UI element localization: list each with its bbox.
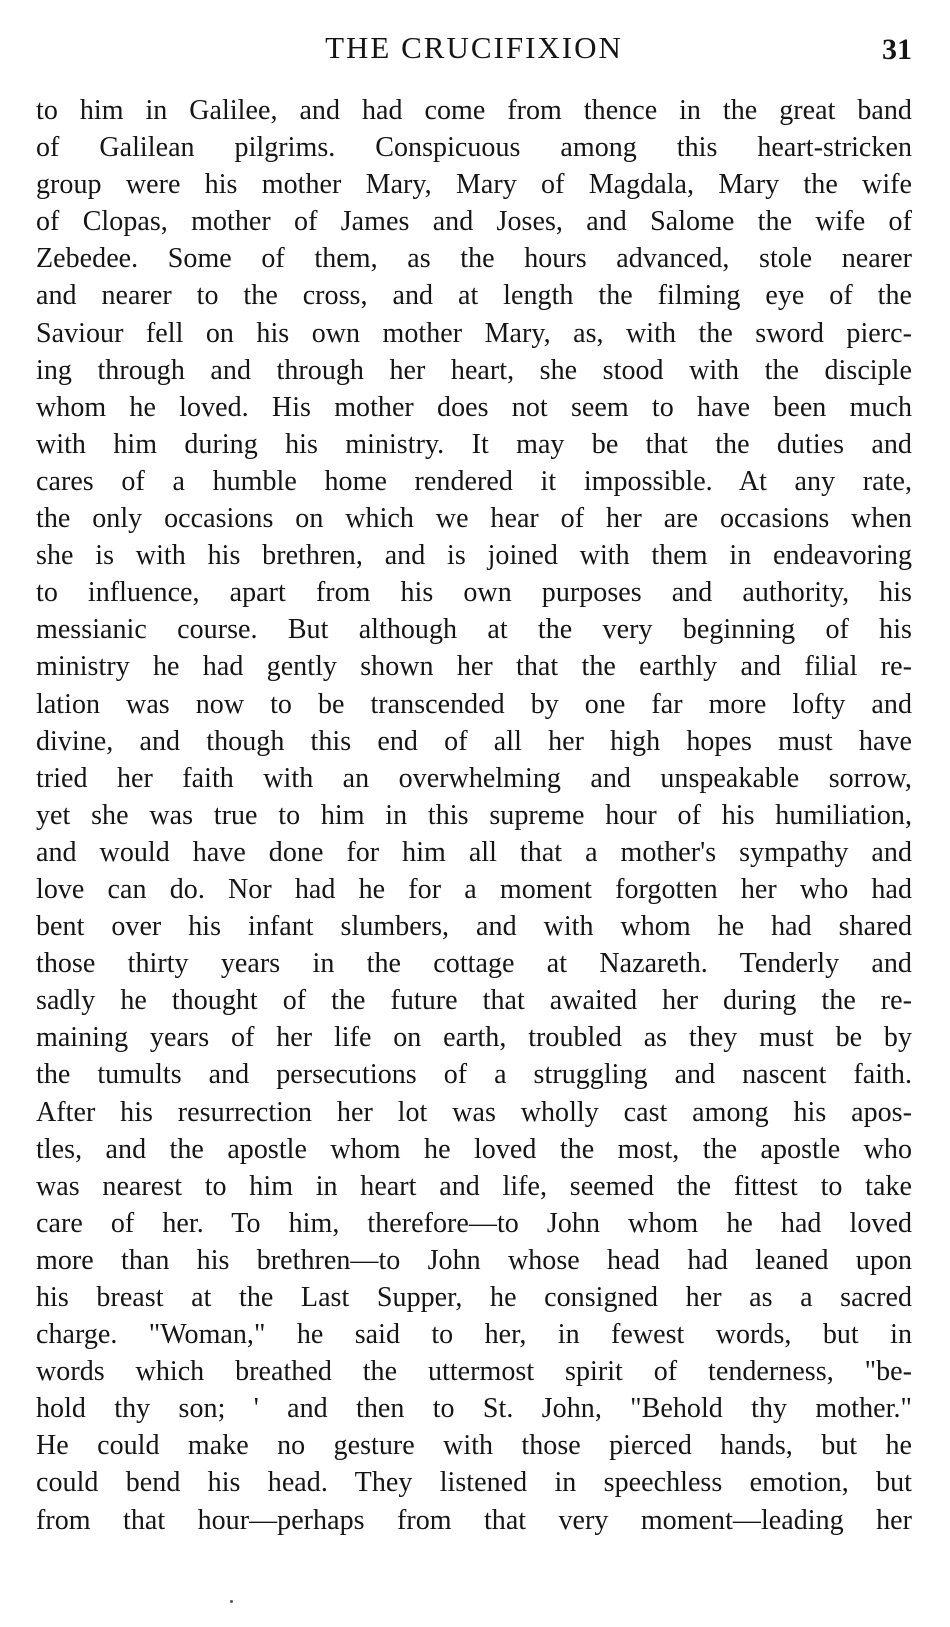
running-head <box>36 28 912 72</box>
text-line: lation was now to be transcended by one far more lofty and <box>36 688 912 720</box>
text-line: whom he loved. His mother does not seem to have been much <box>36 391 912 423</box>
text-line: his breast at the Last Supper, he consigned her as a sacred <box>36 1282 912 1313</box>
text-line: with him during his ministry. It may be that the duties and <box>36 428 912 460</box>
text-line: tles, and the apostle whom he loved the most, the apostle who <box>36 1133 912 1165</box>
text-line: of Clopas, mother of James and Joses, and Salome the wife of <box>36 206 912 238</box>
text-line: words which breathed the uttermost spirit of tenderness, "be- <box>36 1356 912 1388</box>
text-line: maining years of her life on earth, troubled as they must be by <box>36 1022 912 1054</box>
text-line: charge. "Woman," he said to her, in fewest words, but in <box>36 1319 912 1351</box>
chapter-title: THE CRUCIFIXION <box>325 30 623 65</box>
text-line: bent over his infant slumbers, and with whom he had shared <box>36 911 912 943</box>
text-line: He could make no gesture with those pierced hands, but he <box>36 1430 912 1462</box>
text-line: she is with his brethren, and is joined with them in endeavoring <box>36 540 912 572</box>
text-line: of Galilean pilgrims. Conspicuous among this heart-stricken <box>36 132 912 164</box>
text-line: the only occasions on which we hear of her are occasions when <box>36 503 912 535</box>
text-line: from that hour—perhaps from that very moment—leading her <box>36 1504 912 1536</box>
text-line: those thirty years in the cottage at Nazareth. Tenderly and <box>36 948 912 980</box>
text-line: to influence, apart from his own purposes and authority, his <box>36 577 912 609</box>
text-line: ing through and through her heart, she stood with the disciple <box>36 354 912 386</box>
page-number: 31 <box>882 33 912 66</box>
text-line: love can do. Nor had he for a moment forgotten her who had <box>36 873 912 905</box>
text-line: group were his mother Mary, Mary of Magdala, Mary the wife <box>36 169 912 201</box>
text-line: could bend his head. They listened in speechless emotion, but <box>36 1467 912 1499</box>
text-line: cares of a humble home rendered it impossible. At any rate, <box>36 465 912 497</box>
text-line: more than his brethren—to John whose head had leaned upon <box>36 1244 912 1276</box>
text-line: tried her faith with an overwhelming and unspeakable sorrow, <box>36 762 912 794</box>
text-line: sadly he thought of the future that awaited her during the re- <box>36 985 912 1017</box>
text-line: to him in Galilee, and had come from thence in the great band <box>36 95 912 126</box>
text-line: yet she was true to him in this supreme hour of his humiliation, <box>36 799 912 831</box>
text-line: hold thy son; ' and then to St. John, "Behold thy mother." <box>36 1393 912 1425</box>
text-line: and would have done for him all that a mother's sympathy and <box>36 836 912 868</box>
text-line: Zebedee. Some of them, as the hours advanced, stole nearer <box>36 243 912 275</box>
text-line: the tumults and persecutions of a struggling and nascent faith. <box>36 1059 912 1091</box>
body-text <box>36 92 912 1539</box>
text-line: messianic course. But although at the very beginning of his <box>36 614 912 646</box>
text-line: After his resurrection her lot was wholly cast among his apos- <box>36 1096 912 1128</box>
text-line: and nearer to the cross, and at length the filming eye of the <box>36 280 912 312</box>
text-line: care of her. To him, therefore—to John whom he had loved <box>36 1207 912 1239</box>
text-line: divine, and though this end of all her high hopes must have <box>36 725 912 757</box>
text-line: ministry he had gently shown her that the earthly and filial re- <box>36 651 912 683</box>
print-speck <box>230 1600 233 1603</box>
text-line: was nearest to him in heart and life, seemed the fittest to take <box>36 1170 912 1202</box>
text-line: Saviour fell on his own mother Mary, as, with the sword pierc- <box>36 317 912 349</box>
